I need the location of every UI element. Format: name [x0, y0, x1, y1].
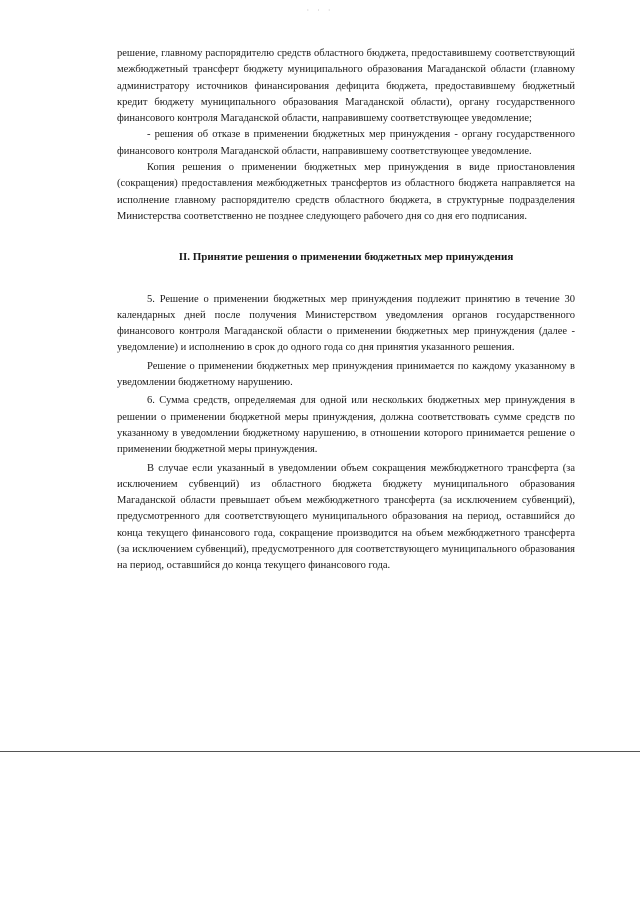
- paragraph-continuation: решение, главному распорядителю средств областного бюджета, предоставившему соответствующий межбюджетный трансферт бюджету муниципального образования Магаданской области (главному администратору источников финансирования дефицита бюджета, предоставившему бюджетный кредит бюджету муниципального образования Магаданской области), органу государственного финансового контроля Магаданской области, направившему соответствующее уведомление;: [117, 48, 575, 125]
- document-body: [117, 46, 575, 575]
- paragraph-reduction-rule: В случае если указанный в уведомлении объем сокращения межбюджетного трансферта (за исключением субвенций) из областного бюджета бюджету муниципального образования Магаданской области превышает объем межбюджетного трансферта (за исключением субвенций), предусмотренного для соответствующего муниципального образования на период, оставшийся до конца текущего финансового года, сокращение производится на объем межбюджетного трансферта (за исключением субвенций), предусмотренного для соответствующего муниципального образования на период, оставшийся до конца текущего финансового года.: [117, 462, 575, 572]
- section-heading: II. Принятие решения о применении бюджетных мер принуждения: [178, 251, 514, 264]
- paragraph-item-5: 5. Решение о применении бюджетных мер принуждения подлежит принятию в течение 30 календарных дней после получения Министерством уведомления органов государственного финансового контроля Магаданской области о применении бюджетных мер принуждения (далее - уведомление) и исполнению в срок до одного года со дня принятия указанного решения.: [117, 293, 575, 354]
- paragraph-per-violation: Решение о применении бюджетных мер принуждения принимается по каждому указанному в уведомлении бюджетному нарушению.: [117, 360, 575, 389]
- paragraph-refusal-decision: - решения об отказе в применении бюджетных мер принуждения - органу государственного финансового контроля Магаданской области, направившему соответствующее уведомление.: [117, 129, 575, 157]
- paragraph-decision-copy: Копия решения о применении бюджетных мер принуждения в виде приостановления (сокращения) предоставления межбюджетных трансфертов из областного бюджета направляется на исполнение главному распорядителю средств областного бюджета, в структурные подразделения Министерства соответственно не позднее следующего рабочего дня со дня его подписания.: [117, 162, 575, 222]
- page-marker: · · ·: [306, 6, 334, 15]
- scan-edge-line: [0, 751, 640, 752]
- paragraph-item-6: 6. Сумма средств, определяемая для одной или нескольких бюджетных мер принуждения в решении о применении бюджетной меры принуждения, должна соответствовать сумме средств по указанному в уведомлении бюджетному нарушению, в отношении которого принимается решение о применении бюджетной меры принуждения.: [117, 395, 575, 456]
